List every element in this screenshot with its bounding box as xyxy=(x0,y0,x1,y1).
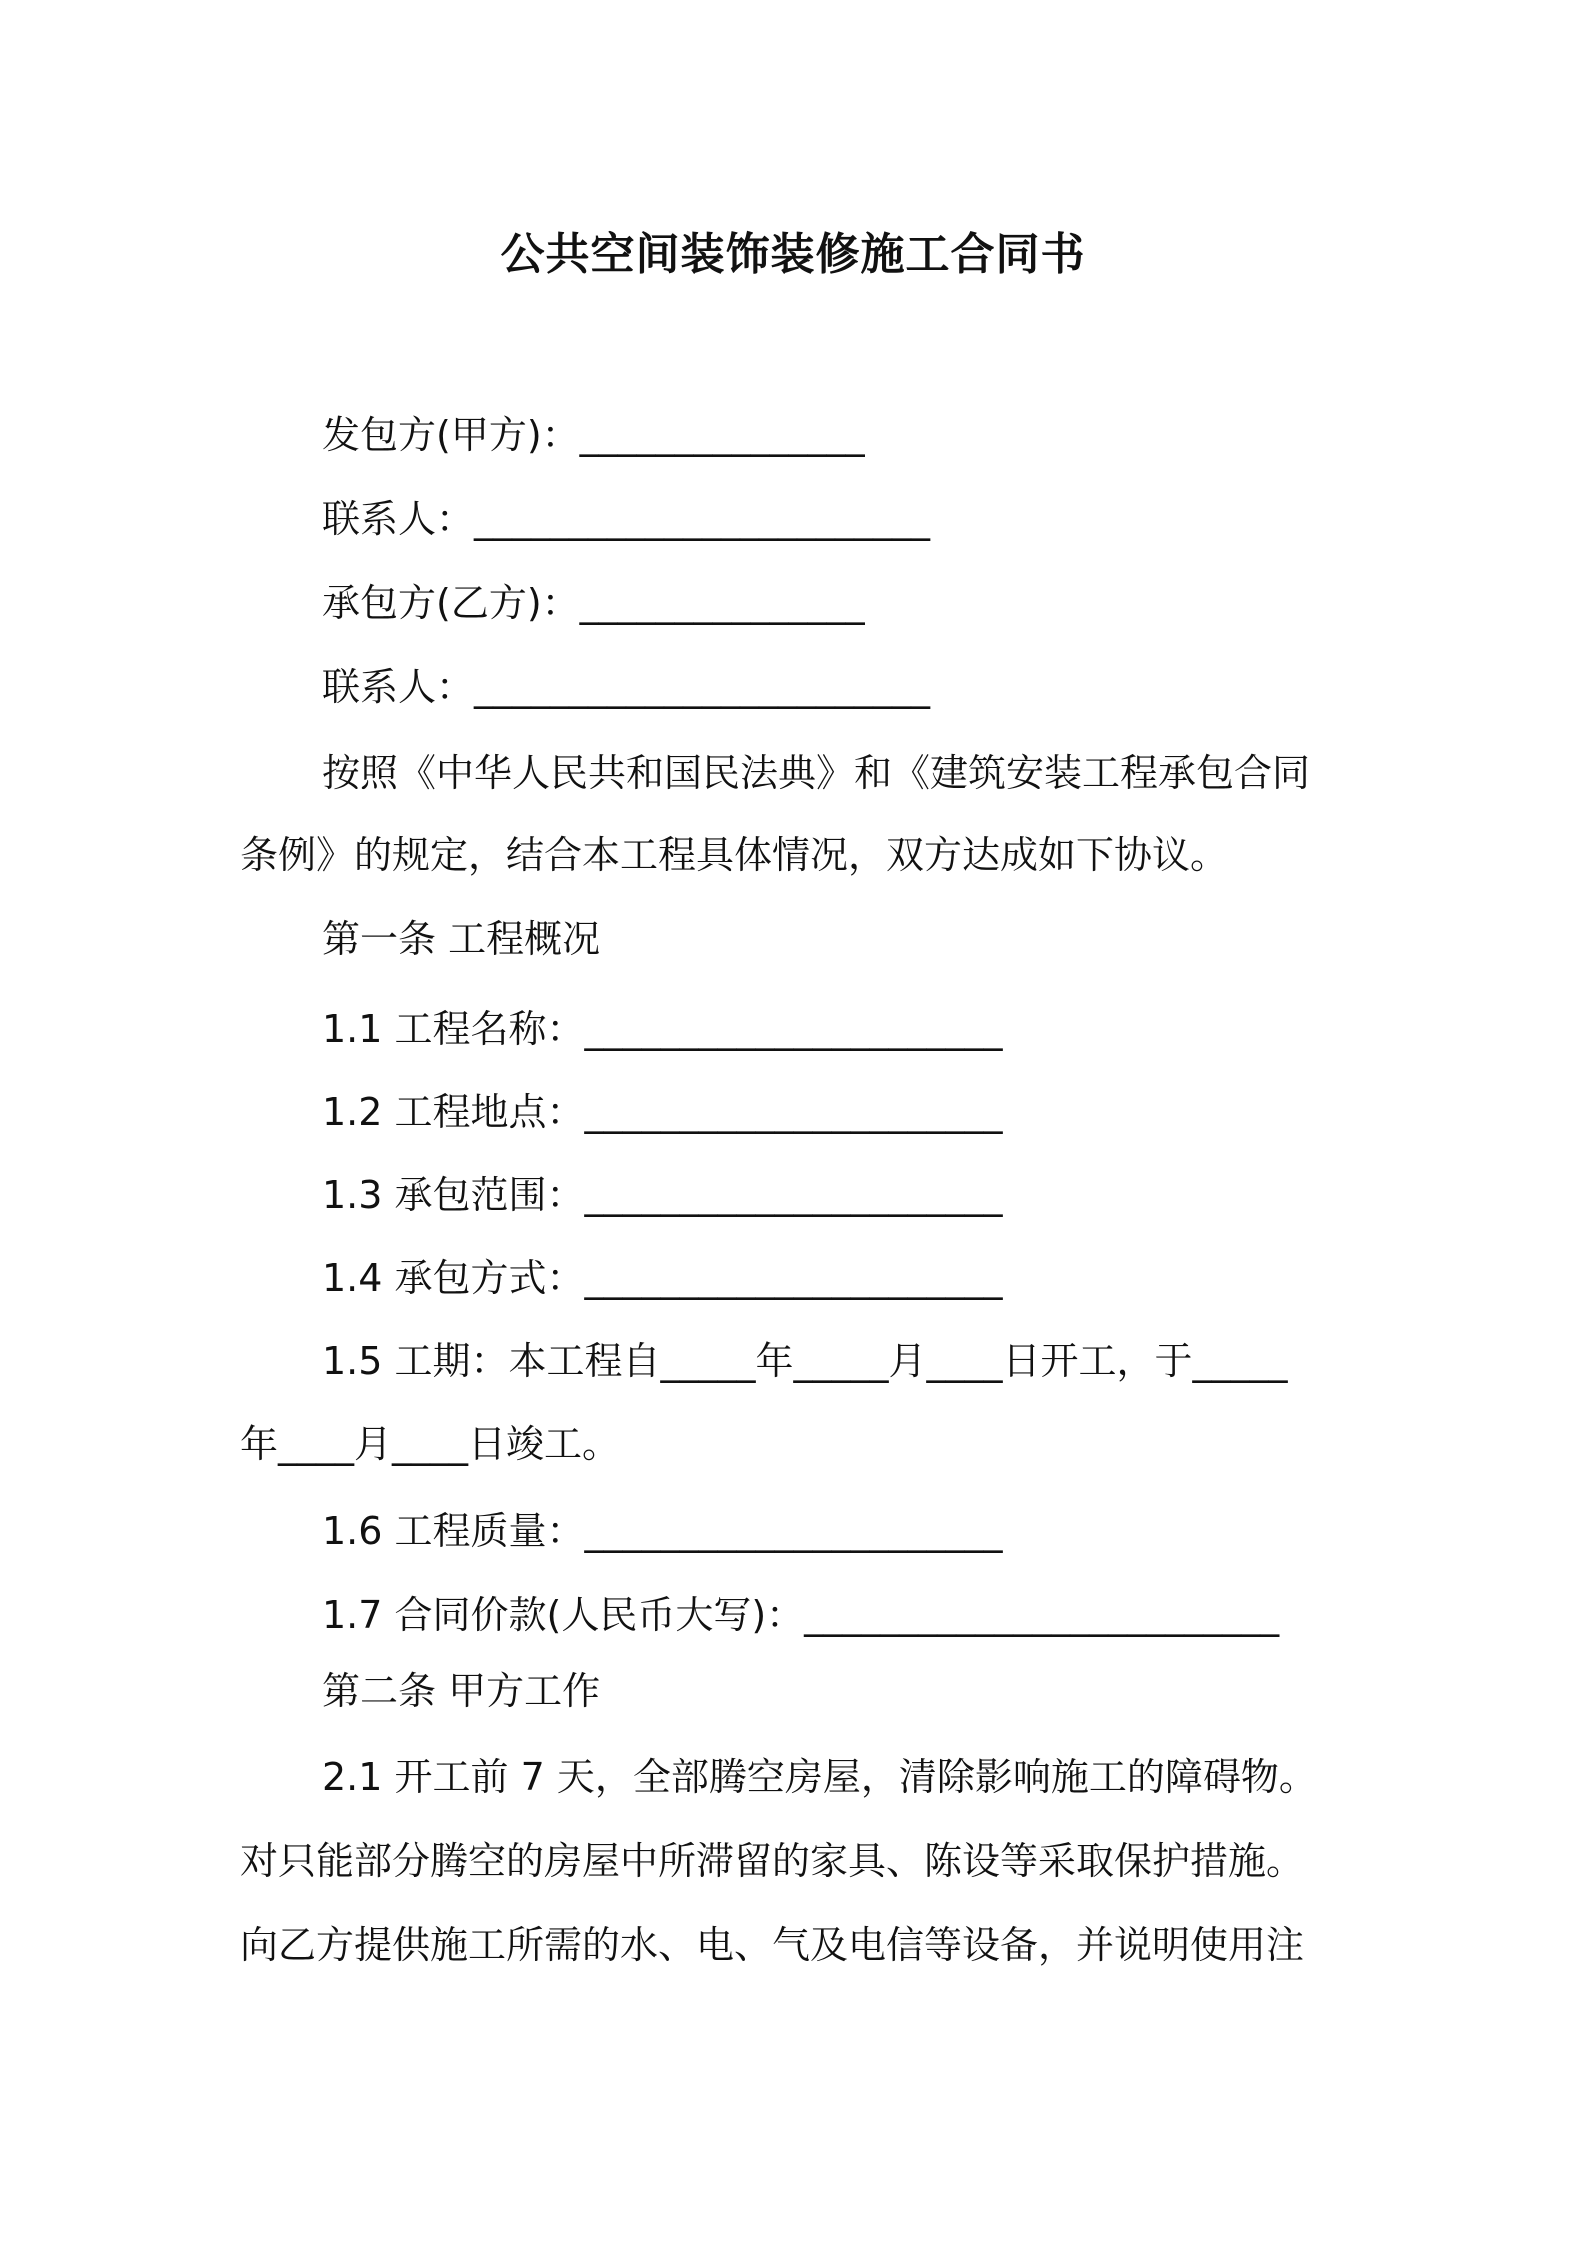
document-title: 公共空间装饰装修施工合同书 xyxy=(500,229,1086,280)
clause-1-4: 1.4 承包方式：______________________ xyxy=(322,1256,1003,1300)
article-2-heading: 第二条 甲方工作 xyxy=(322,1669,601,1713)
article-1-heading: 第一条 工程概况 xyxy=(322,917,601,961)
clause-1-5-line-2: 年____月____日竣工。 xyxy=(240,1422,621,1466)
party-b-contact-line: 联系人：________________________ xyxy=(322,665,931,709)
clause-1-5-line-1: 1.5 工期：本工程自_____年_____月____日开工，于_____ xyxy=(322,1339,1288,1383)
clause-1-3: 1.3 承包范围：______________________ xyxy=(322,1173,1003,1217)
clause-1-6: 1.6 工程质量：______________________ xyxy=(322,1509,1003,1553)
party-a-contact-line: 联系人：________________________ xyxy=(322,497,931,541)
clause-2-1-line-2: 对只能部分腾空的房屋中所滞留的家具、陈设等采取保护措施。 xyxy=(240,1839,1305,1883)
clause-1-7: 1.7 合同价款(人民币大写)：_________________________ xyxy=(322,1593,1280,1637)
preamble-line-2: 条例》的规定，结合本工程具体情况，双方达成如下协议。 xyxy=(240,833,1229,877)
party-b-line: 承包方(乙方)：_______________ xyxy=(322,581,865,625)
clause-2-1-line-1: 2.1 开工前 7 天，全部腾空房屋，清除影响施工的障碍物。 xyxy=(322,1755,1317,1799)
clause-1-2: 1.2 工程地点：______________________ xyxy=(322,1090,1003,1134)
party-a-line: 发包方(甲方)：_______________ xyxy=(322,413,865,457)
preamble-line-1: 按照《中华人民共和国民法典》和《建筑安装工程承包合同 xyxy=(322,751,1311,795)
clause-2-1-line-3: 向乙方提供施工所需的水、电、气及电信等设备，并说明使用注 xyxy=(240,1923,1305,1967)
clause-1-1: 1.1 工程名称：______________________ xyxy=(322,1007,1003,1051)
